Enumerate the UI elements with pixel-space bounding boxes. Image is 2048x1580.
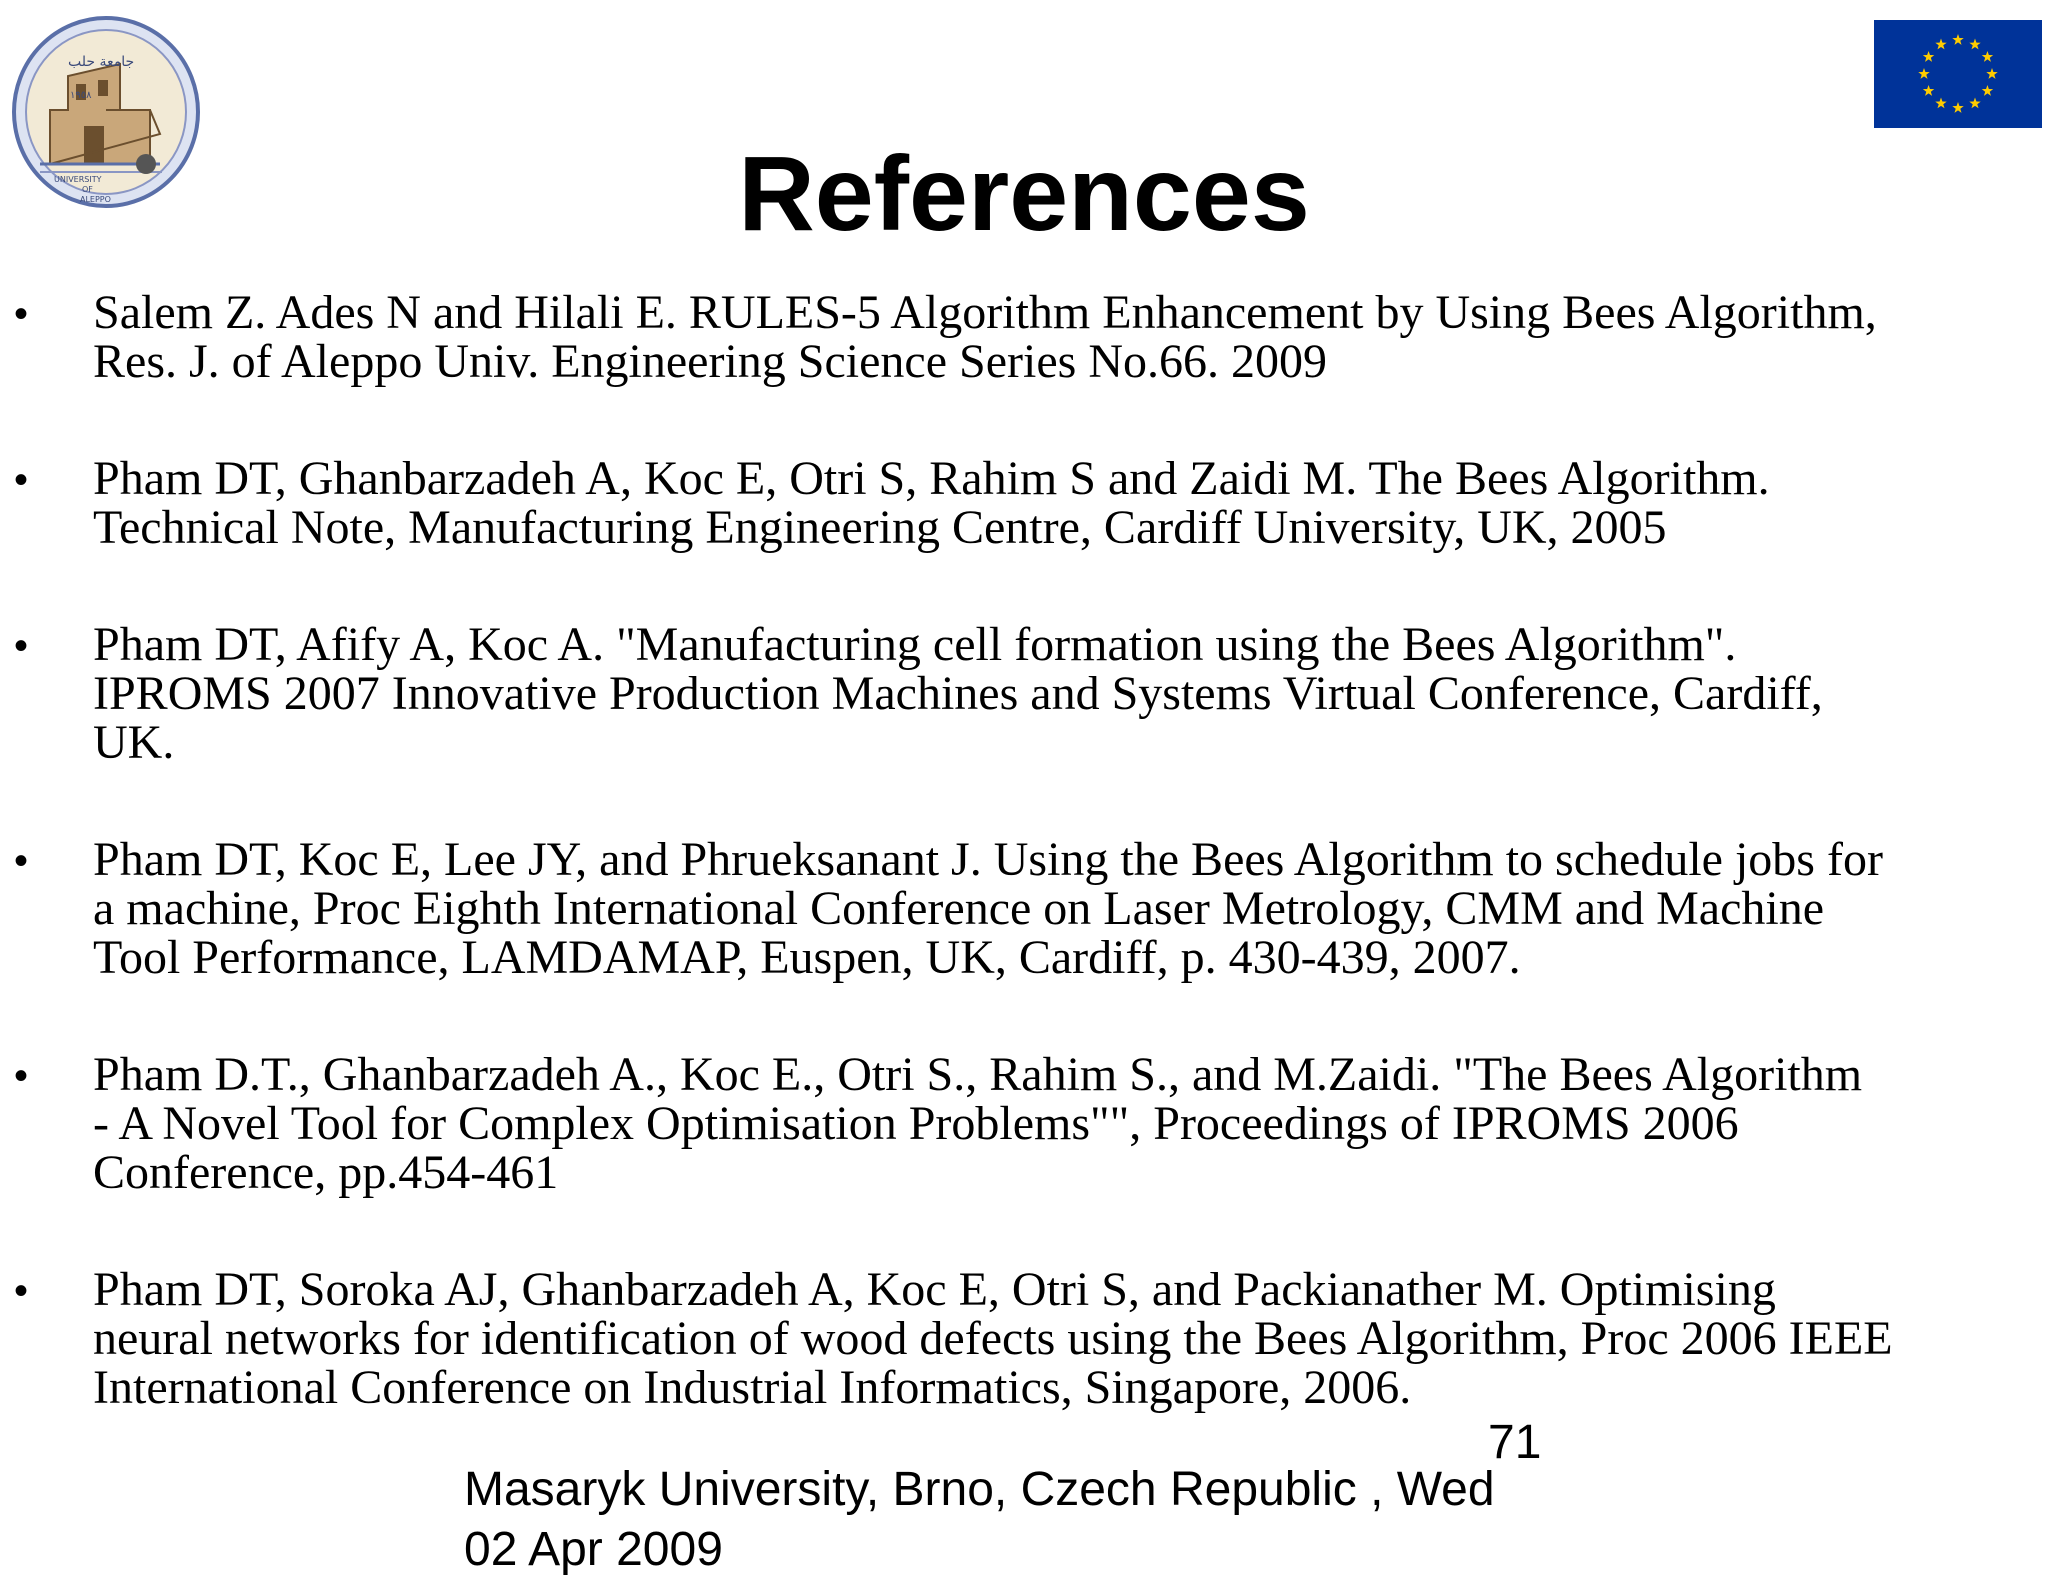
reference-text: Pham DT, Koc E, Lee JY, and Phrueksanant J. Using the Bees Algorithm to schedule jobs for a machine, Proc Eighth International Conference on Laser Metrology, CMM and Machine Tool Performance, LAMDAMAP, Euspen, UK, Cardiff, p. 430-439, 2007. xyxy=(93,833,1883,984)
seal-caption-line2: OF xyxy=(82,185,93,194)
seal-arabic-name: جامعة حلب xyxy=(68,54,135,70)
reference-text: Pham D.T., Ghanbarzadeh A., Koc E., Otri S., Rahim S., and M.Zaidi. "The Bees Algorithm - A Novel Tool for Complex Optimisation Problems"", Proceedings of IPROMS 2006 Conference, pp.454-461 xyxy=(93,1048,1863,1199)
page-title: References xyxy=(738,135,1310,253)
eu-flag-icon xyxy=(1874,20,2042,128)
bullet-icon: • xyxy=(14,1054,29,1098)
bullet-icon: • xyxy=(14,292,29,336)
bullet-icon: • xyxy=(14,624,29,668)
bullet-icon: • xyxy=(14,1269,29,1313)
reference-text: Pham DT, Soroka AJ, Ghanbarzadeh A, Koc E, Otri S, and Packianather M. Optimising neural networks for identification of wood defects using the Bees Algorithm, Proc 2006 IEEE International Conference on Industrial Informatics, Singapore, 2006. xyxy=(93,1263,1893,1414)
reference-text: Pham DT, Ghanbarzadeh A, Koc E, Otri S, Rahim S and Zaidi M. The Bees Algorithm. Technical Note, Manufacturing Engineering Centre, Cardiff University, UK, 2005 xyxy=(93,452,1770,554)
seal-year: ١٩٥٨ xyxy=(70,90,92,101)
seal-caption-line3: ALEPPO xyxy=(80,195,111,204)
reference-text: Salem Z. Ades N and Hilali E. RULES-5 Algorithm Enhancement by Using Bees Algorithm, Res. J. of Aleppo Univ. Engineering Science Series No.66. 2009 xyxy=(93,286,1877,388)
seal-caption-line1: UNIVERSITY xyxy=(54,175,102,184)
bullet-icon: • xyxy=(14,839,29,883)
reference-text: Pham DT, Afify A, Koc A. "Manufacturing cell formation using the Bees Algorithm". IPROMS 2007 Innovative Production Machines and Systems Virtual Conference, Cardiff, UK. xyxy=(93,618,1823,769)
footer-text: Masaryk University, Brno, Czech Republic , Wed 02 Apr 2009 xyxy=(464,1463,1495,1576)
bullet-icon: • xyxy=(14,458,29,502)
page-number: 71 xyxy=(1488,1416,1542,1469)
